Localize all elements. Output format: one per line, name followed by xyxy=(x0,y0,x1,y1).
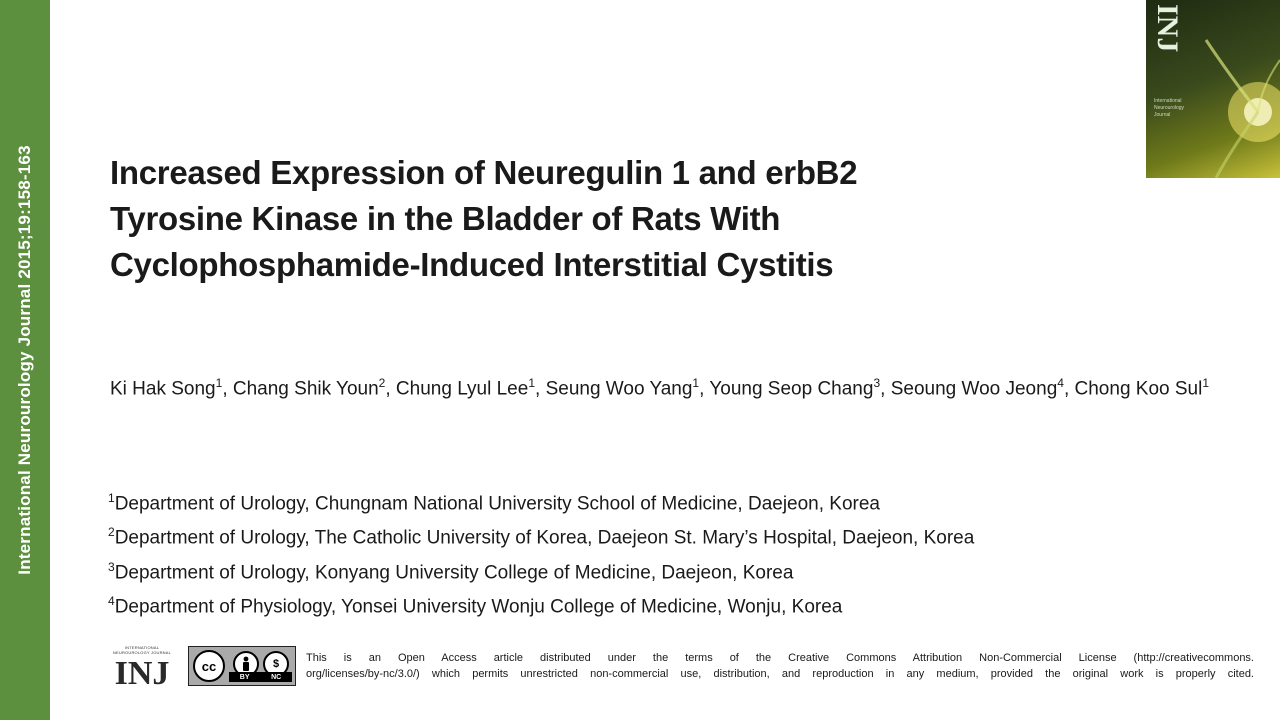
author-affiliation-number: 2 xyxy=(378,376,386,390)
license-notice xyxy=(306,650,1254,682)
author-affiliation-number: 1 xyxy=(1202,376,1210,390)
author-affiliation-number: 1 xyxy=(215,376,223,390)
journal-sidebar xyxy=(0,0,50,720)
cc-nc-label: NC xyxy=(271,673,282,681)
affiliation-number: 3 xyxy=(108,559,115,574)
non-commercial-icon: $ xyxy=(263,651,289,677)
license-line: This is an Open Access article distributed under the terms of the Creative Commons Attribution Non-Commercial License (http://creativecommons. xyxy=(306,652,1254,664)
cc-label-bar xyxy=(229,672,292,682)
affiliation-item xyxy=(108,553,1258,587)
affiliation-item xyxy=(108,587,1258,621)
author-name: Seoung Woo Jeong xyxy=(890,378,1058,400)
journal-cover-image xyxy=(1146,0,1280,178)
affiliation-number: 4 xyxy=(108,593,115,608)
license-line: org/licenses/by-nc/3.0/) which permits unrestricted non-commercial use, distribution, and reproduction in any medium, provided the original work is properly cited. xyxy=(306,668,1254,680)
cover-title: INJ xyxy=(1151,4,1184,53)
title-line: Tyrosine Kinase in the Bladder of Rats With xyxy=(110,200,781,237)
author-affiliation-number: 1 xyxy=(692,376,700,390)
cc-icon: cc xyxy=(193,650,225,682)
inj-logo xyxy=(108,645,176,690)
article-title xyxy=(110,150,1130,288)
affiliation-text: Department of Urology, Konyang University College of Medicine, Daejeon, Korea xyxy=(114,561,794,583)
author-name: Young Seop Chang xyxy=(709,378,874,400)
author-name: Seung Woo Yang xyxy=(545,378,693,400)
affiliation-item xyxy=(108,518,1258,552)
affiliation-number: 2 xyxy=(108,525,115,540)
author-name: Chung Lyul Lee xyxy=(395,378,529,400)
affiliation-item xyxy=(108,484,1258,518)
title-line: Increased Expression of Neuregulin 1 and erbB2 xyxy=(110,154,858,191)
author-affiliation-number: 1 xyxy=(528,376,536,390)
cover-subtitle: International Neurourology Journal xyxy=(1154,98,1185,118)
affiliation-text: Department of Physiology, Yonsei University Wonju College of Medicine, Wonju, Korea xyxy=(114,596,843,618)
affiliation-number: 1 xyxy=(108,491,115,505)
inj-logo-text: INJ xyxy=(114,655,170,692)
author-list: Ki Hak Song$^1$, Chang Shik Youn$^2$, Chung Lyul Lee$^1$, Seung Woo Yang$^1$, Young Seop Chang$^3$, Seoung Woo Jeong$^4$, Chong Koo Sul$^1$ xyxy=(110,376,1210,400)
journal-citation: International Neurourology Journal 2015;19:158-163 xyxy=(15,145,34,575)
author-name: Chang Shik Youn xyxy=(232,378,379,400)
title-line: Cyclophosphamide-Induced Interstitial Cystitis xyxy=(110,246,834,283)
author-name: Ki Hak Song xyxy=(110,378,216,400)
affiliation-text: Department of Urology, The Catholic University of Korea, Daejeon St. Mary’s Hospital, Daejeon, Korea xyxy=(114,527,975,549)
author-affiliation-number: 3 xyxy=(873,376,881,390)
inj-logo-caption: INTERNATIONAL NEUROUROLOGY JOURNAL xyxy=(112,645,172,655)
author-affiliation-number: 4 xyxy=(1057,376,1064,390)
affiliation-text: Department of Urology, Chungnam National University School of Medicine, Daejeon, Korea xyxy=(114,493,881,515)
cc-by-label: BY xyxy=(239,673,250,681)
creative-commons-badge[interactable] xyxy=(188,646,296,686)
person-icon xyxy=(239,656,253,672)
affiliation-list xyxy=(108,484,1258,621)
author-name: Chong Koo Sul xyxy=(1074,378,1203,400)
